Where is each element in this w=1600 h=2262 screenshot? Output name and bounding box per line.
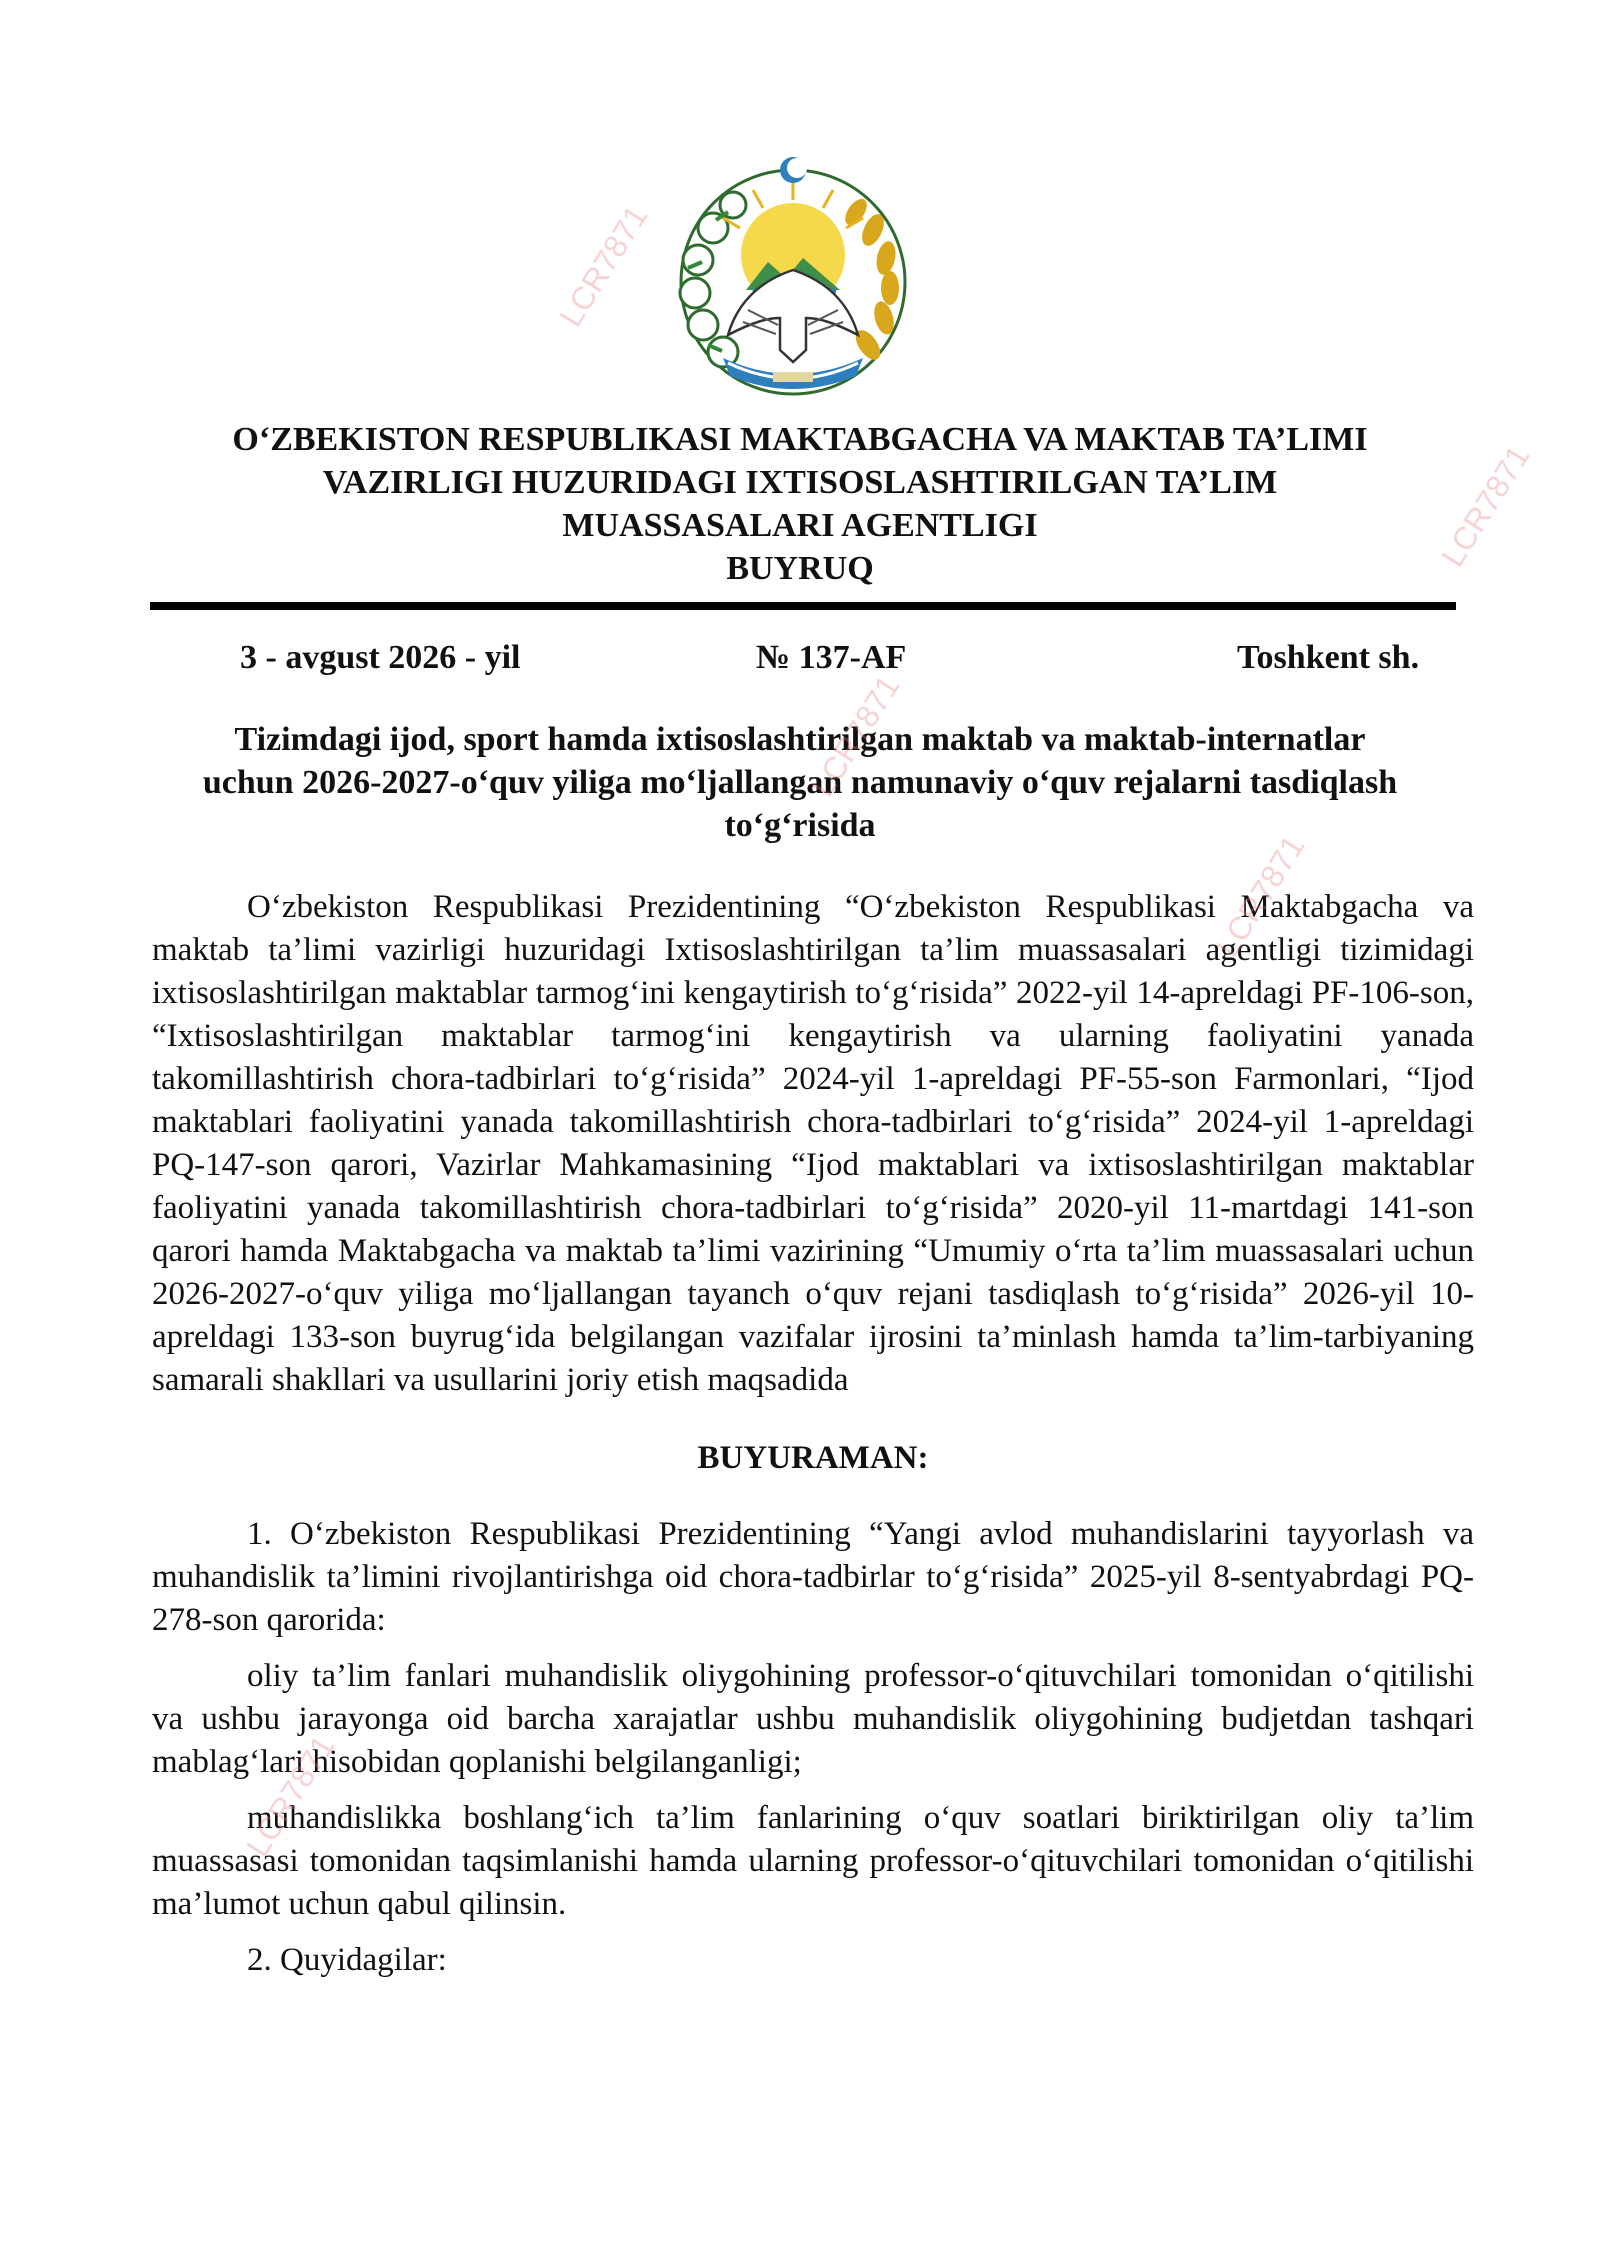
subject-line-1: Tizimdagi ijod, sport hamda ixtisoslashtirilgan maktab va maktab-internatlar xyxy=(234,721,1366,758)
item-1b-paragraph: muhandislikka boshlang‘ich ta’lim fanlarining o‘quv soatlari biriktirilgan oliy ta’lim muassasasi tomonidan taqsimlanishi hamda ularning professor-o‘qituvchilari tomonidan o‘qitilishi ma’lumot uchun qabul qilinsin. xyxy=(152,1800,1474,1922)
document-type: BUYRUQ xyxy=(726,550,874,587)
item-1a-paragraph: oliy ta’lim fanlari muhandislik oliygohining professor-o‘qituvchilari tomonidan o‘qitilishi va ushbu jarayonga oid barcha xarajatlar ushbu muhandislik oliygohining budjetdan tashqari mablag‘lari hisobidan qoplanishi belgilanganligi; xyxy=(152,1658,1474,1780)
watermark: LCR7871 xyxy=(804,669,907,803)
header-divider xyxy=(150,602,1456,610)
agency-line-3: MUASSASALARI AGENTLIGI xyxy=(562,507,1038,544)
watermark: LCR7871 xyxy=(1434,439,1537,573)
watermark: LCR7871 xyxy=(1209,829,1312,963)
document-number: № 137-AF xyxy=(756,639,907,676)
document-city: Toshkent sh. xyxy=(1237,639,1420,676)
document-body xyxy=(152,886,1474,1982)
item-2-paragraph: 2. Quyidagilar: xyxy=(247,1942,447,1978)
subject-line-2: uchun 2026-2027-o‘quv yiliga mo‘ljallangan namunaviy o‘quv rejalarni tasdiqlash xyxy=(202,764,1398,801)
agency-line-2: VAZIRLIGI HUZURIDAGI IXTISOSLASHTIRILGAN TA’LIM xyxy=(322,464,1278,501)
document-meta xyxy=(0,636,1600,680)
document-subject xyxy=(150,718,1450,847)
subject-line-3: to‘g‘risida xyxy=(724,807,876,844)
watermark: LCR7871 xyxy=(239,1729,342,1863)
watermark: LCR7871 xyxy=(552,199,655,333)
document-date: 3 - avgust 2026 - yil xyxy=(240,639,521,676)
state-emblem-icon xyxy=(668,150,918,400)
preamble-paragraph: O‘zbekiston Respublikasi Prezidentining “O‘zbekiston Respublikasi Maktabgacha va maktab ta’limi vazirligi huzuridagi Ixtisoslashtirilgan ta’lim muassasalari agentligi tizimidagi ixtisoslashtirilgan maktablar tarmog‘ini kengaytirish to‘g‘risida” 2022-yil 14-apreldagi PF-106-son, “Ixtisoslashtirilgan maktablar tarmog‘ini kengaytirish va ularning faoliyatini yanada takomillashtirish chora-tadbirlari to‘g‘risida” 2024-yil 1-apreldagi PF-55-son Farmonlari, “Ijod maktablari faoliyatini yanada takomillashtirish chora-tadbirlari to‘g‘risida” 2024-yil 1-apreldagi PQ-147-son qarori, Vazirlar Mahkamasining “Ijod maktablari va ixtisoslashtirilgan maktablar faoliyatini yanada takomillashtirish chora-tadbirlari to‘g‘risida” 2020-yil 11-martdagi 141-son qarori hamda Maktabgacha va maktab ta’limi vazirining “Umumiy o‘rta ta’lim muassasalari uchun 2026-2027-o‘quv yiliga mo‘ljallangan tayanch o‘quv rejani tasdiqlash to‘g‘risida” 2026-yil 10-apreldagi 133-son buyrug‘ida belgilangan vazifalar ijrosini ta’minlash hamda ta’lim-tarbiyaning samarali shakllari va usullarini joriy etish maqsadida xyxy=(152,889,1474,1398)
order-heading: BUYURAMAN: xyxy=(697,1440,929,1476)
agency-name xyxy=(150,418,1450,590)
item-1-paragraph: 1. O‘zbekiston Respublikasi Prezidentining “Yangi avlod muhandislarini tayyorlash va muhandislik ta’limini rivojlantirishga oid chora-tadbirlar to‘g‘risida” 2025-yil 8-sentyabrdagi PQ-278-son qarorida: xyxy=(152,1516,1474,1638)
agency-line-1: O‘ZBEKISTON RESPUBLIKASI MAKTABGACHA VA MAKTAB TA’LIMI xyxy=(232,421,1368,458)
